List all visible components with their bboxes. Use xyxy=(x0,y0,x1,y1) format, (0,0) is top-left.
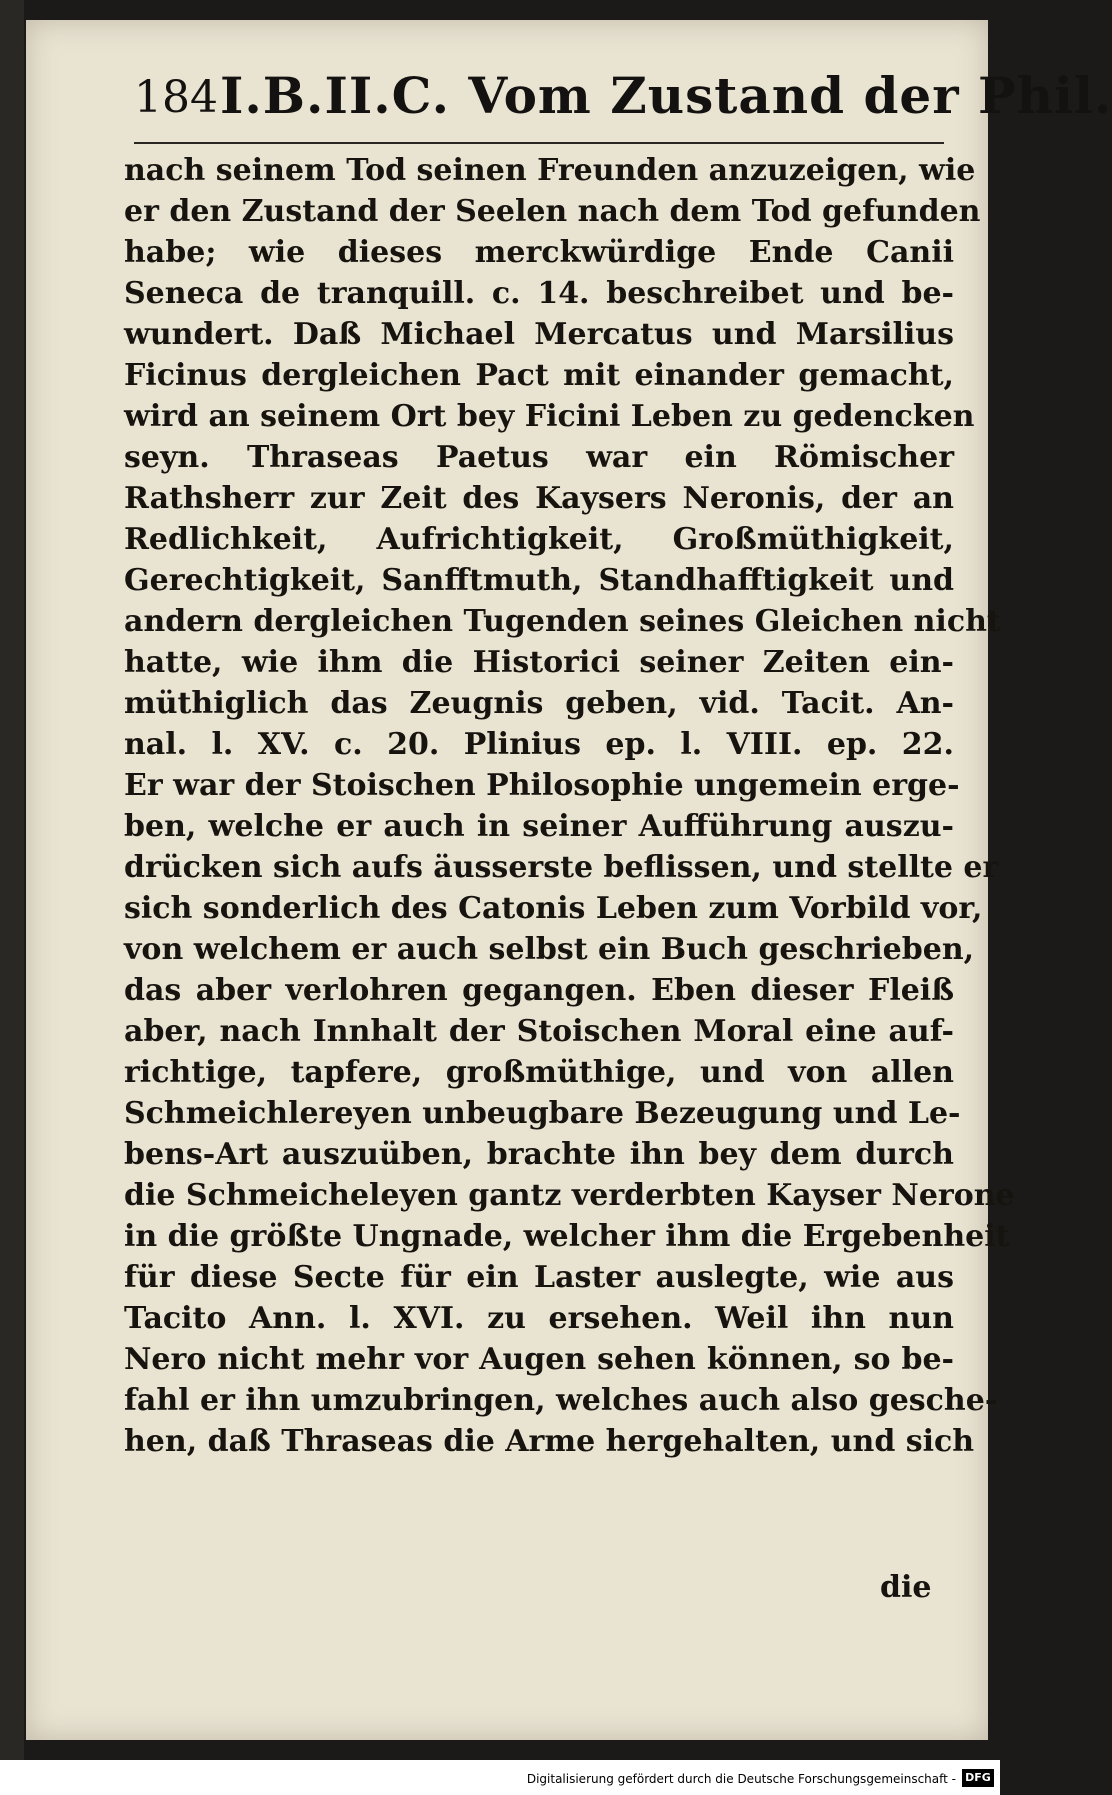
text-line: hen, daß Thraseas die Arme hergehalten, und sich xyxy=(124,1424,975,1459)
text-line: wundert. Daß Michael Mercatus und Marsilius xyxy=(124,317,954,352)
text-line: Er war der Stoischen Philosophie ungemein erge- xyxy=(124,768,960,803)
page-number: 184 xyxy=(134,72,218,123)
text-line: seyn. Thraseas Paetus war ein Römischer xyxy=(124,440,954,475)
running-head: I.B.II.C. Vom Zustand der Phil. xyxy=(220,66,1112,125)
text-line: nal. l. XV. c. 20. Plinius ep. l. VIII. ep. 22. xyxy=(124,727,954,762)
text-line: fahl er ihn umzubringen, welches auch also gesche- xyxy=(124,1383,998,1418)
text-line: aber, nach Innhalt der Stoischen Moral eine auf- xyxy=(124,1014,954,1049)
text-line: habe; wie dieses merckwürdige Ende Canii xyxy=(124,235,954,270)
text-line: das aber verlohren gegangen. Eben dieser Fleiß xyxy=(124,973,954,1008)
text-line: sich sonderlich des Catonis Leben zum Vorbild vor, xyxy=(124,891,983,926)
text-line: Redlichkeit, Aufrichtigkeit, Großmüthigkeit, xyxy=(124,522,954,557)
text-line: Nero nicht mehr vor Augen sehen können, so be- xyxy=(124,1342,954,1377)
text-line: Rathsherr zur Zeit des Kaysers Neronis, der an xyxy=(124,481,954,516)
text-line: er den Zustand der Seelen nach dem Tod gefunden xyxy=(124,194,981,229)
text-line: Ficinus dergleichen Pact mit einander gemacht, xyxy=(124,358,954,393)
text-line: nach seinem Tod seinen Freunden anzuzeigen, wie xyxy=(124,153,976,188)
text-line: die Schmeicheleyen gantz verderbten Kayser Nerone xyxy=(124,1178,1015,1213)
text-line: drücken sich aufs äusserste beflissen, und stellte er xyxy=(124,850,999,885)
text-line: wird an seinem Ort bey Ficini Leben zu gedencken xyxy=(124,399,975,434)
text-line: von welchem er auch selbst ein Buch geschrieben, xyxy=(124,932,975,967)
dfg-logo-icon: DFG xyxy=(962,1769,994,1787)
text-line: in die größte Ungnade, welcher ihm die Ergebenheit xyxy=(124,1219,1010,1254)
text-line: richtige, tapfere, großmüthige, und von allen xyxy=(124,1055,954,1090)
text-line: andern dergleichen Tugenden seines Gleichen nicht xyxy=(124,604,1001,639)
catchword: die xyxy=(880,1570,932,1605)
text-line: müthiglich das Zeugnis geben, vid. Tacit. An- xyxy=(124,686,954,721)
text-line: bens-Art auszuüben, brachte ihn bey dem durch xyxy=(124,1137,954,1172)
text-line: Tacito Ann. l. XVI. zu ersehen. Weil ihn nun xyxy=(124,1301,954,1336)
facing-page-bleed xyxy=(28,560,44,1460)
header-rule xyxy=(134,142,944,144)
text-line: Schmeichlereyen unbeugbare Bezeugung und Le- xyxy=(124,1096,961,1131)
facing-page-edge xyxy=(0,0,24,1795)
page-header xyxy=(108,62,1112,132)
text-line: für diese Secte für ein Laster auslegte, wie aus xyxy=(124,1260,954,1295)
text-line: Gerechtigkeit, Sanfftmuth, Standhafftigkeit und xyxy=(124,563,954,598)
funding-credit: Digitalisierung gefördert durch die Deutsche Forschungsgemeinschaft - xyxy=(526,1772,956,1786)
text-line: Seneca de tranquill. c. 14. beschreibet und be- xyxy=(124,276,954,311)
body-text xyxy=(124,150,1015,1462)
text-line: ben, welche er auch in seiner Aufführung auszu- xyxy=(124,809,954,844)
text-line: hatte, wie ihm die Historici seiner Zeiten ein- xyxy=(124,645,954,680)
